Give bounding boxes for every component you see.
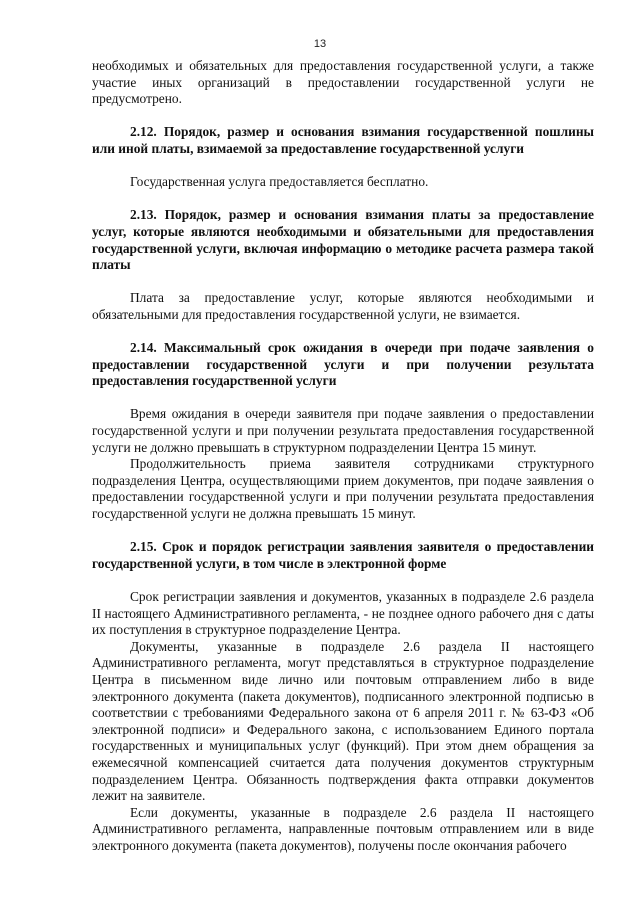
paragraph-intro: необходимых и обязательных для предоставления государственной услуги, а также участие иных организаций в предоставлении государственной услуги не предусмотрено. <box>92 58 594 107</box>
paragraph-2-15-a: Срок регистрации заявления и документов, указанных в подразделе 2.6 раздела II настоящего Административного регламента, - не позднее одного рабочего дня с даты их поступления в структурное подразделение Центра. <box>92 589 594 638</box>
section-heading-2-15: 2.15. Срок и порядок регистрации заявления заявителя о предоставлении государственной услуги, в том числе в электронной форме <box>92 539 594 571</box>
section-heading-2-12: 2.12. Порядок, размер и основания взимания государственной пошлины или иной платы, взимаемой за предоставление государственной услуги <box>92 124 594 156</box>
paragraph-2-14-a: Время ожидания в очереди заявителя при подаче заявления о предоставлении государственной услуги и при получении результата предоставления государственной услуги не должно превышать в структурном подразделении Центра 15 минут. <box>92 406 594 455</box>
paragraph-2-12: Государственная услуга предоставляется бесплатно. <box>130 174 429 190</box>
paragraph-2-13: Плата за предоставление услуг, которые являются необходимыми и обязательными для предоставления государственной услуги, не взимается. <box>92 290 594 322</box>
section-heading-2-14: 2.14. Максимальный срок ожидания в очереди при подаче заявления о предоставлении государственной услуги и при получении результата предоставления государственной услуги <box>92 340 594 389</box>
paragraph-2-14-b: Продолжительность приема заявителя сотрудниками структурного подразделения Центра, осуществляющими прием документов, при подаче заявления о предоставлении государственной услуги и при получении результата предоставления государственной услуги не должна превышать 15 минут. <box>92 456 594 522</box>
page-number: 13 <box>313 38 327 50</box>
document-body <box>92 58 594 855</box>
section-heading-2-13: 2.13. Порядок, размер и основания взимания платы за предоставление услуг, которые являются необходимыми и обязательными для предоставления государственной услуги, включая информацию о методике расчета размера такой платы <box>92 207 594 273</box>
paragraph-2-15-c: Если документы, указанные в подразделе 2.6 раздела II настоящего Административного регламента, направленные почтовым отправлением или в виде электронного документа (пакета документов), получены после окончания рабочего <box>92 804 594 853</box>
paragraph-2-15-b: Документы, указанные в подразделе 2.6 раздела II настоящего Административного регламента, могут представляться в структурное подразделение Центра в письменном виде лично или почтовым отправлением либо в виде электронного документа (пакета документов), подписанного электронной подписью в соответствии с требованиями Федерального закона от 6 апреля 2011 г. № 63-ФЗ «Об электронной подписи» и Федерального закона, с использованием Единого портала государственных и муниципальных услуг (функций). При этом днем обращения за ежемесячной компенсацией считается дата получения документов структурным подразделением Центра. Обязанность подтверждения факта отправки документов лежит на заявителе. <box>92 638 594 804</box>
